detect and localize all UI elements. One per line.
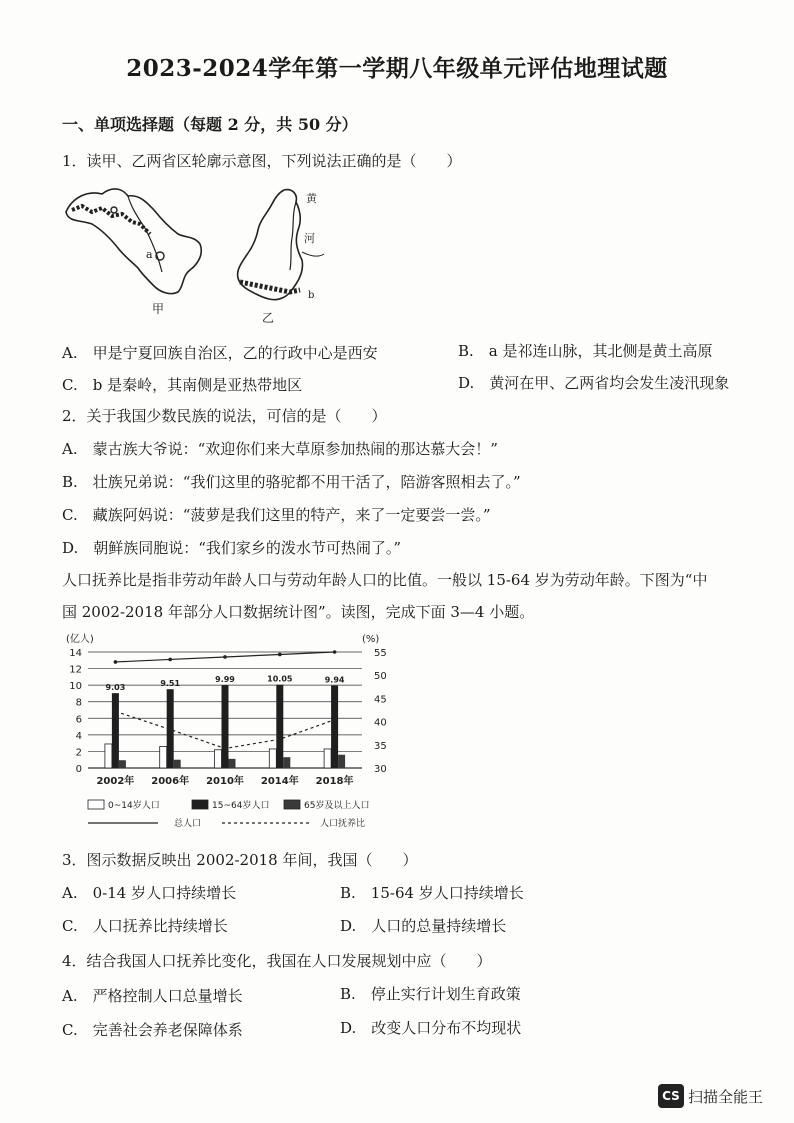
jia-river [128,196,162,272]
right-tick-label: 40 [374,717,387,729]
legend-label: 15~64岁人口 [212,801,270,811]
scanner-logo-icon: CS [658,1084,684,1108]
right-tick-label: 45 [374,694,387,706]
q3-option-b[interactable]: B. 15-64 岁人口持续增长 [340,884,524,902]
bar-age-0-14 [215,750,222,768]
intro-line-1: 人口抚养比是指非劳动年龄人口与劳动年龄人口的比值。一般以 15-64 岁为劳动年龄。下图为“中 [62,571,708,589]
data-label: 10.05 [267,674,293,684]
legend-label: 人口抚养比 [320,819,366,829]
x-tick-label: 2014年 [260,776,299,787]
point-total-population [333,650,337,654]
legend-label: 65岁及以上人口 [304,801,370,811]
point-dependency-ratio [223,747,227,751]
left-axis-unit: (亿人) [66,634,94,645]
map-jia [62,180,232,330]
x-tick-label: 2010年 [206,776,244,787]
right-axis-unit: (%) [362,634,380,645]
right-tick-label: 50 [374,671,387,683]
bar-age-0-14 [160,746,167,768]
scanner-brand-text: 扫描全能王 [688,1087,764,1106]
yi-label-b: b [308,290,315,301]
left-tick-label: 0 [75,764,82,775]
legend-swatch [88,800,104,809]
bar-age-65-plus [174,760,181,768]
bar-age-15-64 [112,693,119,768]
bar-age-65-plus [119,760,126,768]
population-chart [62,630,392,840]
yi-outer-river [302,252,324,256]
data-label: 9.51 [160,679,181,689]
q1-option-d[interactable]: D. 黄河在甲、乙两省均会发生凌汛现象 [458,374,730,392]
yi-label-huang: 黄 [306,192,317,205]
jia-label: 甲 [152,302,165,316]
q1-option-c[interactable]: C. b 是秦岭，其南侧是亚热带地区 [62,376,303,394]
right-tick-label: 35 [374,740,387,752]
x-tick-label: 2018年 [315,776,354,787]
q4-option-c[interactable]: C. 完善社会养老保障体系 [62,1021,243,1039]
x-tick-label: 2002年 [96,776,135,787]
section-heading: 一、单项选择题（每题 2 分，共 50 分） [62,115,358,134]
q4-stem: 4．结合我国人口抚养比变化，我国在人口发展规划中应（ ） [62,952,492,970]
legend-swatch [192,800,208,809]
data-label: 9.99 [215,675,235,685]
page-title: 2023-2024学年第一学期八年级单元评估地理试题 [126,55,668,82]
point-total-population [278,653,282,657]
point-total-population [168,658,172,662]
point-total-population [223,655,227,659]
bar-age-65-plus [283,757,290,768]
x-tick-label: 2006年 [151,776,190,787]
q4-option-d[interactable]: D. 改变人口分布不均现状 [340,1019,522,1037]
bar-age-15-64 [222,685,229,768]
scanner-watermark [658,1084,763,1108]
left-tick-label: 8 [75,697,82,709]
jia-city-marker [111,207,117,213]
bar-age-0-14 [105,744,112,768]
data-label: 9.03 [105,683,126,693]
jia-outline [66,189,201,294]
left-tick-label: 6 [75,714,82,726]
left-tick-label: 4 [75,730,82,742]
q1-option-a[interactable]: A. 甲是宁夏回族自治区，乙的行政中心是西安 [62,344,378,362]
q2-option-c[interactable]: C. 藏族阿妈说：“菠萝是我们这里的特产，来了一定要尝一尝。” [62,506,491,524]
point-dependency-ratio [168,728,172,732]
bar-age-15-64 [276,685,283,768]
bar-age-15-64 [331,686,338,768]
bar-age-65-plus [338,755,345,768]
legend-label: 总人口 [174,819,202,829]
q3-option-d[interactable]: D. 人口的总量持续增长 [340,917,507,935]
point-dependency-ratio [333,718,337,722]
q2-stem: 2．关于我国少数民族的说法，可信的是（ ） [62,407,387,425]
yi-label-he: 河 [304,232,315,245]
left-tick-label: 10 [69,681,82,693]
q1-stem: 1．读甲、乙两省区轮廓示意图，下列说法正确的是（ ） [62,152,462,170]
bar-age-65-plus [229,759,236,768]
legend-swatch [284,800,300,809]
right-tick-label: 30 [374,764,387,775]
legend-label: 0~14岁人口 [108,801,160,811]
point-dependency-ratio [278,737,282,741]
left-tick-label: 14 [69,648,82,659]
data-label: 9.94 [324,675,345,685]
intro-line-2: 国 2002-2018 年部分人口数据统计图”。读图，完成下面 3—4 小题。 [62,603,535,621]
q3-option-a[interactable]: A. 0-14 岁人口持续增长 [62,884,237,902]
point-total-population [114,660,118,664]
q3-option-c[interactable]: C. 人口抚养比持续增长 [62,917,228,935]
bar-age-0-14 [269,749,276,768]
q1-option-b[interactable]: B. a 是祁连山脉，其北侧是黄土高原 [458,342,713,360]
yi-river-huang [290,202,296,270]
map-yi [232,186,342,326]
q2-option-b[interactable]: B. 壮族兄弟说：“我们这里的骆驼都不用干活了，陪游客照相去了。” [62,473,521,491]
q3-stem: 3．图示数据反映出 2002-2018 年间，我国（ ） [62,851,418,869]
bar-age-0-14 [324,749,331,768]
point-dependency-ratio [114,710,118,714]
yi-label: 乙 [262,311,275,325]
q4-option-b[interactable]: B. 停止实行计划生育政策 [340,985,521,1003]
jia-label-a: a [146,248,153,261]
q2-option-a[interactable]: A. 蒙古族大爷说：“欢迎你们来大草原参加热闹的那达慕大会！” [62,440,498,458]
q2-option-d[interactable]: D. 朝鲜族同胞说：“我们家乡的泼水节可热闹了。” [62,539,402,557]
left-tick-label: 12 [69,664,82,676]
q4-option-a[interactable]: A. 严格控制人口总量增长 [62,987,243,1005]
left-tick-label: 2 [75,747,82,759]
right-tick-label: 55 [374,648,387,659]
